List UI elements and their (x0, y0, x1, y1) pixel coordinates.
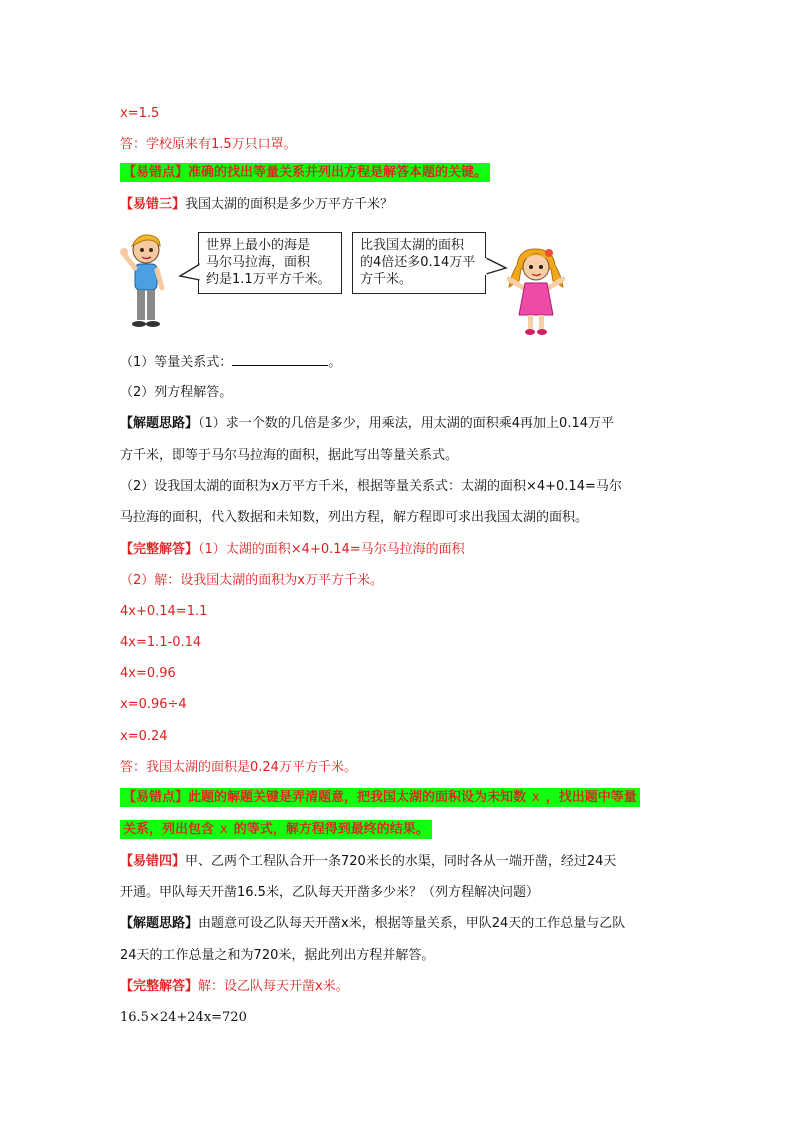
think-4-line-2: 24天的工作总量之和为720米，据此列出方程并解答。 (120, 948, 435, 963)
problem-3-title: 【易错三】我国太湖的面积是多少万平方千米？ (120, 197, 394, 212)
speech-bubble-right (352, 232, 486, 294)
bubble-right-line: 比我国太湖的面积 (360, 238, 465, 253)
speech-bubble-left (198, 232, 342, 294)
equation-3: 4x=0.96 (120, 666, 176, 681)
error-point-1: 【易错点】准确的找出等量关系并列出方程是解答本题的关键。 (120, 164, 684, 182)
think-3-line-1: 【解题思路】（1）求一个数的几倍是多少，用乘法，用太湖的面积乘4再加上0.14万平 (120, 416, 615, 431)
think-3-line-3: （2）设我国太湖的面积为x万平方千米，根据等量关系式：太湖的面积×4+0.14=马尔 (120, 479, 622, 494)
answer-3-line-1: 【完整解答】（1）太湖的面积×4+0.14=马尔马拉海的面积 (120, 542, 465, 557)
question-2: （2）列方程解答。 (120, 385, 233, 400)
answer-blank (232, 353, 328, 366)
eq-x-1-5: x=1.5 (120, 106, 160, 121)
boy-cartoon-icon (118, 232, 170, 332)
problem-4-line-2: 开通。甲队每天开凿16.5米，乙队每天开凿多少米？（列方程解决问题） (120, 885, 539, 900)
girl-cartoon-icon (503, 245, 569, 337)
think-4-line-1: 【解题思路】由题意可设乙队每天开凿x米，根据等量关系，甲队24天的工作总量与乙队 (120, 916, 626, 931)
bubble-right-line: 方千米。 (360, 272, 413, 287)
equation-last: 16.5×24+24x=720 (120, 1010, 247, 1025)
answer-3-final: 答：我国太湖的面积是0.24万平方千米。 (120, 760, 357, 775)
bubble-left-line: 约是1.1万平方千米。 (206, 272, 331, 287)
think-3-line-2: 方千米，即等于马尔马拉海的面积，据此写出等量关系式。 (120, 448, 459, 463)
equation-2: 4x=1.1-0.14 (120, 635, 202, 650)
error-point-3-line-2: 关系，列出包含 x 的等式，解方程得到最终的结果。 (120, 821, 684, 839)
problem-4-line-1: 【易错四】甲、乙两个工程队合开一条720米长的水渠，同时各从一端开凿，经过24天 (120, 854, 617, 869)
equation-1: 4x+0.14=1.1 (120, 604, 208, 619)
answer-line-1: 答：学校原来有1.5万只口罩。 (120, 137, 297, 152)
equation-5: x=0.24 (120, 729, 168, 744)
think-3-line-4: 马拉海的面积，代入数据和未知数，列出方程，解方程即可求出我国太湖的面积。 (120, 510, 589, 525)
bubble-left-tail (178, 262, 202, 284)
bubble-right-line: 的4倍还多0.14万平 (360, 255, 476, 270)
error-point-3-line-1: 【易错点】此题的解题关键是弄清题意，把我国太湖的面积设为未知数 x ，找出题中等量 (120, 789, 684, 807)
answer-3-line-2: （2）解：设我国太湖的面积为x万平方千米。 (120, 573, 383, 588)
bubble-left-line: 世界上最小的海是 (206, 238, 311, 253)
bubble-left-line: 马尔马拉海，面积 (206, 255, 311, 270)
answer-4-line-1: 【完整解答】解：设乙队每天开凿x米。 (120, 979, 349, 994)
question-1: （1）等量关系式： 。 (120, 355, 342, 370)
equation-4: x=0.96÷4 (120, 697, 187, 712)
